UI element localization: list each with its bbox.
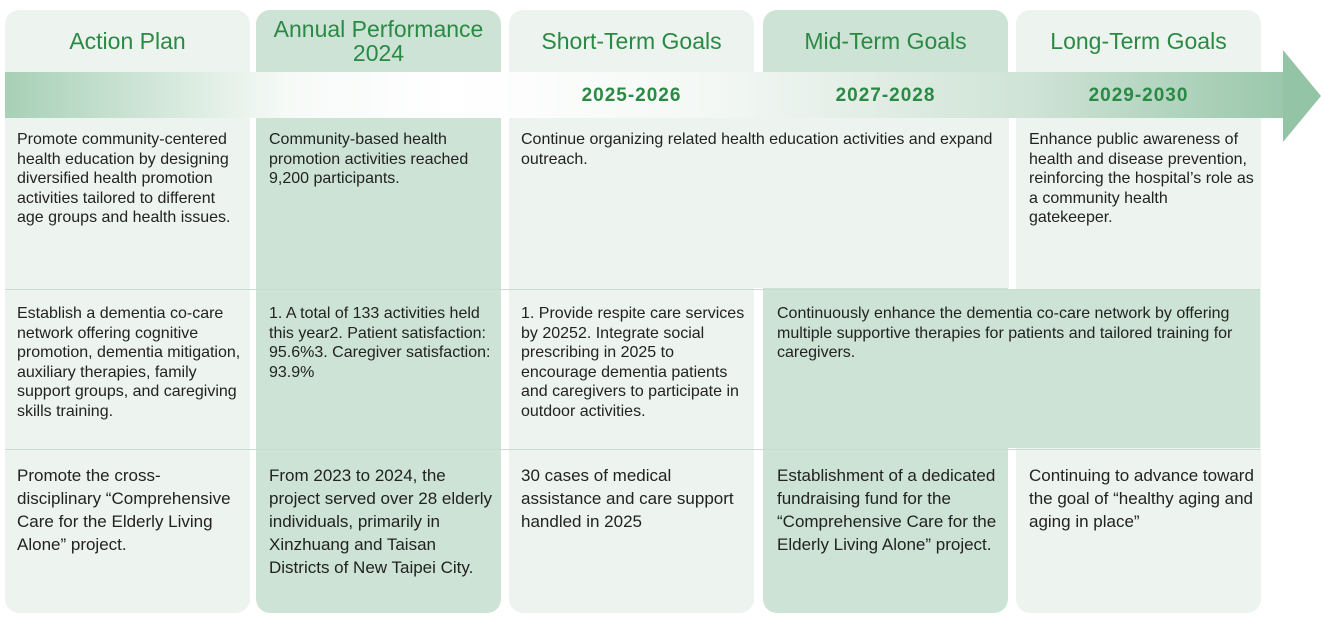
year-short-term: 2025-2026 (581, 85, 682, 106)
row3-long-term: Continuing to advance toward the goal of “healthy aging and aging in place” (1029, 466, 1254, 531)
header-short-term: Short-Term Goals (541, 28, 722, 54)
row3-annual-performance: From 2023 to 2024, the project served over 28 elderly individuals, primarily in Xinzhuang and Taisan Districts of New Taipei City. (269, 466, 493, 577)
row-divider (5, 449, 1260, 450)
row1-annual-performance: Community-based health promotion activities reached 9,200 participants. (269, 131, 469, 187)
header-long-term: Long-Term Goals (1050, 28, 1227, 54)
row1-long-term: Enhance public awareness of health and disease prevention, reinforcing the hospital’s role as a community health gatekeeper. (1029, 131, 1254, 226)
header-action-plan: Action Plan (69, 28, 186, 54)
year-mid-term: 2027-2028 (835, 85, 936, 106)
row-divider (5, 289, 1260, 290)
row3-short-term: 30 cases of medical assistance and care support handled in 2025 (521, 466, 734, 531)
row3-action-plan: Promote the cross-disciplinary “Comprehensive Care for the Elderly Living Alone” project. (17, 466, 231, 554)
row1-short-mid-term: Continue organizing related health education activities and expand outreach. (521, 131, 993, 168)
timeline-arrow-icon (1283, 50, 1321, 142)
header-mid-term: Mid-Term Goals (804, 28, 967, 54)
row2-action-plan: Establish a dementia co-care network offering cognitive promotion, dementia mitigation, auxiliary therapies, family support groups, and caregiving skills training. (17, 305, 241, 420)
year-long-term: 2029-2030 (1088, 85, 1189, 106)
header-annual-performance: Annual Performance 2024 (273, 16, 484, 66)
row2-short-term: 1. Provide respite care services by 20252. Integrate social prescribing in 2025 to encourage dementia patients and caregivers to participate in outdoor activities. (521, 305, 745, 420)
row1-action-plan: Promote community-centered health education by designing diversified health promotion activities tailored to different age groups and health issues. (17, 131, 231, 226)
row3-mid-term: Establishment of a dedicated fundraising fund for the “Comprehensive Care for the Elderly Living Alone” project. (777, 466, 997, 554)
row2-annual-performance: 1. A total of 133 activities held this year2. Patient satisfaction: 95.6%3. Caregiver satisfaction: 93.9% (269, 305, 491, 381)
row2-mid-long-term: Continuously enhance the dementia co-care network by offering multiple supportive therapies for patients and tailored training for caregivers. (777, 305, 1233, 361)
